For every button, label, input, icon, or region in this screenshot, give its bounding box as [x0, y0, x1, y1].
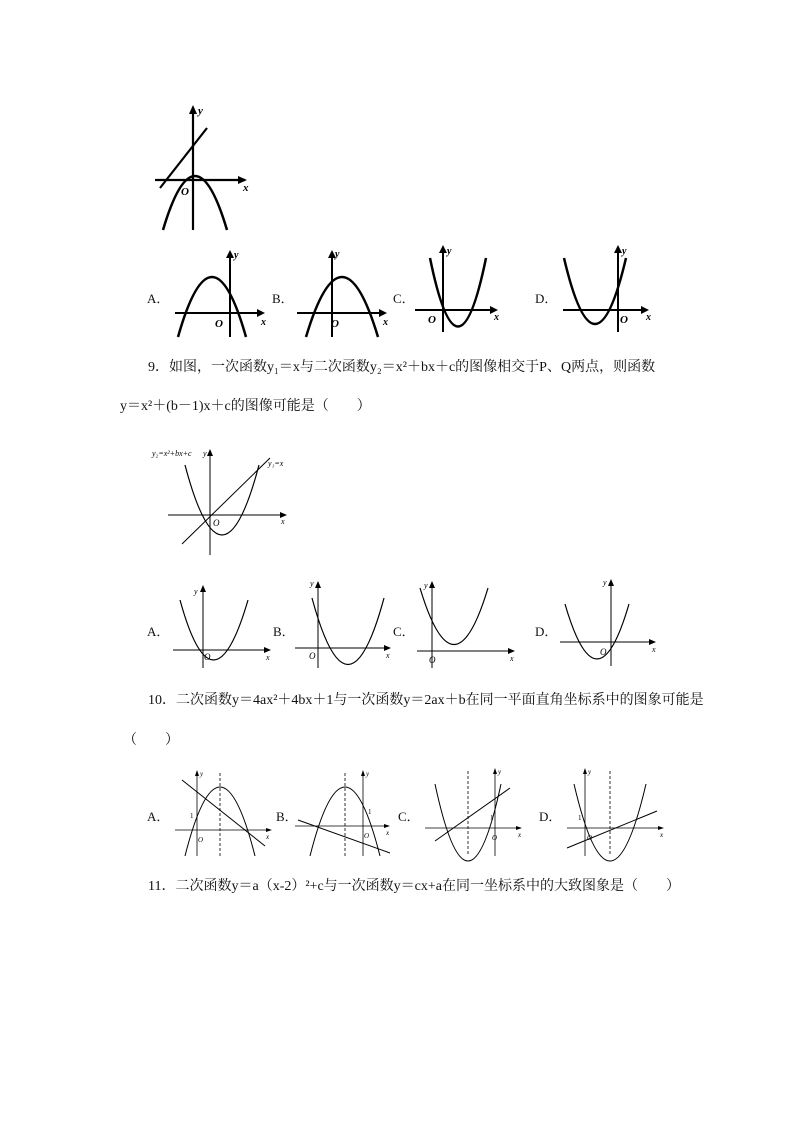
- q9-option-d-graph[interactable]: [555, 574, 665, 669]
- q10-d-origin: O: [587, 834, 593, 842]
- q8-b-origin: O: [331, 318, 339, 330]
- q8-option-b-label[interactable]: B．: [272, 291, 294, 306]
- q10-b-x: x: [386, 829, 390, 837]
- q8-a-origin: O: [215, 318, 223, 330]
- q9-option-b-graph[interactable]: [290, 576, 400, 671]
- q10-a-tick: 1: [190, 812, 194, 820]
- q9-b-y: y: [310, 579, 314, 588]
- q9-option-d-label[interactable]: D．: [535, 624, 558, 639]
- q9-figure-origin: O: [213, 518, 220, 528]
- q9-a-x: x: [266, 653, 270, 662]
- q8-c-y: y: [447, 246, 452, 257]
- q9-c-y: y: [424, 581, 428, 590]
- q9-option-a-graph[interactable]: [168, 580, 278, 670]
- q10-d-tick: 1: [578, 814, 582, 822]
- q10-option-a-graph[interactable]: [170, 768, 280, 858]
- q8-main-figure: [145, 100, 265, 235]
- q9-b-x: x: [386, 651, 390, 660]
- q9-question-line2: y＝x²＋(b－1)x＋c的图像可能是（ ）: [120, 399, 371, 414]
- q10-option-a-label[interactable]: A．: [147, 809, 170, 824]
- q8-b-x: x: [383, 317, 388, 328]
- q8-a-x: x: [261, 317, 266, 328]
- q10-c-y: y: [498, 768, 502, 776]
- q8-option-c-label[interactable]: C．: [393, 291, 415, 306]
- q10-question-line1: 10．二次函数y＝4ax²＋4bx＋1与一次函数y＝2ax＋b在同一平面直角坐标系中的图象可能是: [148, 693, 704, 708]
- q10-d-y: y: [588, 768, 592, 776]
- q8-main-origin: O: [181, 186, 189, 198]
- q9-figure-line-label: y₁=x: [268, 459, 284, 468]
- q10-b-y: y: [366, 770, 370, 778]
- q8-option-d-label[interactable]: D．: [535, 291, 558, 306]
- q10-a-y: y: [200, 770, 204, 778]
- q9-c-origin: O: [429, 655, 436, 665]
- q10-c-x: x: [518, 831, 522, 839]
- q10-c-origin: O: [492, 834, 498, 842]
- q9-c-x: x: [510, 654, 514, 663]
- q8-main-x-label: x: [243, 182, 249, 194]
- q9-a-y: y: [194, 587, 198, 596]
- q8-option-d-graph[interactable]: [558, 240, 658, 335]
- q10-question-line2: （ ）: [123, 733, 179, 748]
- q8-main-y-label: y: [198, 105, 203, 117]
- q10-b-tick: 1: [368, 808, 372, 816]
- q8-d-x: x: [646, 312, 651, 323]
- q8-option-b-graph[interactable]: [292, 245, 397, 340]
- q10-option-b-graph[interactable]: [290, 768, 400, 858]
- q10-option-c-label[interactable]: C．: [398, 809, 420, 824]
- q10-option-b-label[interactable]: B．: [276, 809, 298, 824]
- q11-question-line1: 11．二次函数y＝a（x-2）²+c与一次函数y＝cx+a在同一坐标系中的大致图象是（ ）: [148, 879, 680, 894]
- q9-question-line1: 9．如图，一次函数y₁＝x与二次函数y₂＝x²＋bx＋c的图像相交于P、Q两点，则函数: [148, 360, 656, 375]
- q10-d-x: x: [660, 831, 664, 839]
- q10-b-origin: O: [364, 832, 370, 840]
- q9-main-figure: [150, 440, 295, 560]
- q10-a-x: x: [266, 833, 270, 841]
- q10-c-tick: 1: [490, 814, 494, 822]
- q8-option-c-graph[interactable]: [410, 240, 505, 335]
- q10-option-c-graph[interactable]: [420, 766, 535, 858]
- q9-figure-x: x: [281, 517, 285, 526]
- q9-figure-parabola-label: y₂=x²+bx+c: [152, 449, 192, 458]
- q10-a-origin: O: [198, 836, 204, 844]
- q8-c-x: x: [494, 312, 499, 323]
- q9-d-x: x: [652, 645, 656, 654]
- q9-a-origin: O: [204, 652, 211, 662]
- q10-option-d-graph[interactable]: [562, 766, 672, 858]
- q9-d-y: y: [603, 578, 607, 587]
- q8-a-y: y: [234, 250, 239, 261]
- q8-c-origin: O: [428, 314, 436, 326]
- q8-d-origin: O: [620, 314, 628, 326]
- q9-option-b-label[interactable]: B．: [273, 624, 295, 639]
- q8-option-a-graph[interactable]: [170, 245, 275, 340]
- q9-b-origin: O: [309, 651, 316, 661]
- q9-d-origin: O: [600, 647, 607, 657]
- q9-option-c-label[interactable]: C．: [393, 624, 415, 639]
- q9-option-c-graph[interactable]: [412, 576, 522, 671]
- q9-figure-y: y: [203, 449, 207, 458]
- q8-option-a-label[interactable]: A．: [147, 291, 170, 306]
- q8-b-y: y: [335, 249, 340, 260]
- q9-option-a-label[interactable]: A．: [147, 624, 170, 639]
- q8-d-y: y: [622, 246, 627, 257]
- q10-option-d-label[interactable]: D．: [539, 809, 562, 824]
